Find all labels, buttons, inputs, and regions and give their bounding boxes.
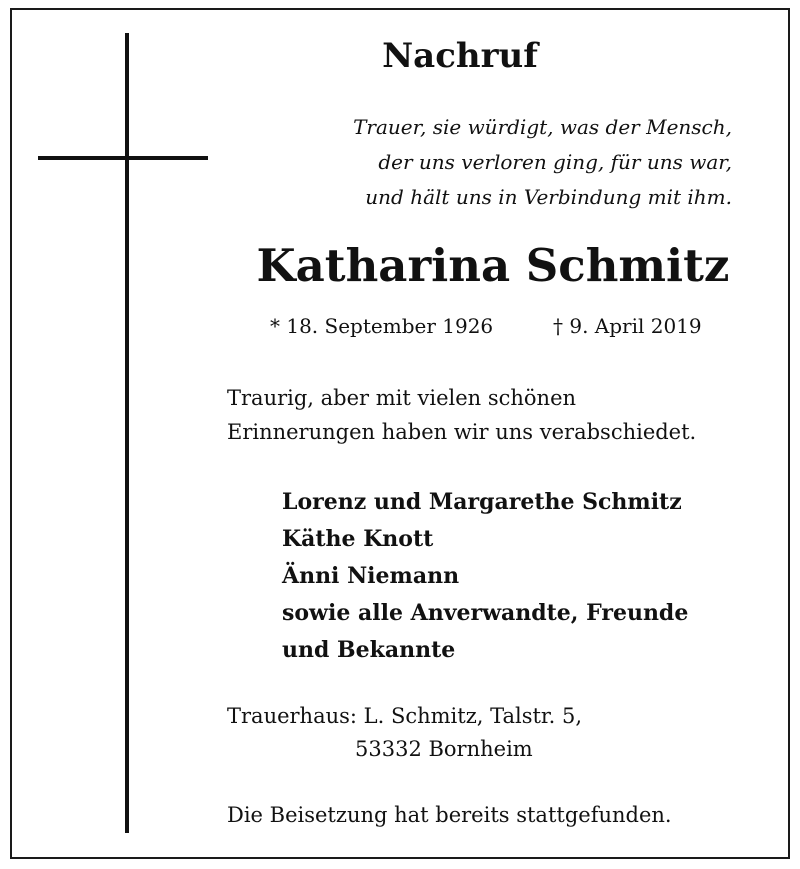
cross-icon-vertical-bar — [125, 33, 129, 833]
address-line-city: 53332 Bornheim — [355, 737, 533, 761]
mourner-line: und Bekannte — [282, 637, 456, 663]
notice-title: Nachruf — [382, 36, 538, 76]
mourners-list — [282, 484, 688, 669]
message-line: Erinnerungen haben wir uns verabschiedet. — [227, 420, 697, 444]
poem-line: Trauer, sie würdigt, was der Mensch, — [353, 115, 732, 139]
mourner-line: sowie alle Anverwandte, Freunde — [282, 600, 689, 626]
mourner-line: Änni Niemann — [282, 563, 460, 589]
death-date: † 9. April 2019 — [553, 314, 702, 338]
poem-line: der uns verloren ging, für uns war, — [378, 150, 732, 174]
message-line: Traurig, aber mit vielen schönen — [227, 386, 577, 410]
burial-note: Die Beisetzung hat bereits stattgefunden. — [227, 803, 672, 827]
memorial-poem — [330, 110, 732, 215]
cross-icon-horizontal-bar — [38, 156, 208, 160]
mourner-line: Käthe Knott — [282, 526, 434, 552]
deceased-name: Katharina Schmitz — [256, 239, 730, 292]
address-line-street: Trauerhaus: L. Schmitz, Talstr. 5, — [227, 704, 583, 728]
mourner-line: Lorenz und Margarethe Schmitz — [282, 489, 682, 515]
birth-date: * 18. September 1926 — [270, 314, 494, 338]
mourning-house-address — [227, 700, 582, 766]
farewell-message — [227, 381, 696, 449]
poem-line: und hält uns in Verbindung mit ihm. — [365, 185, 732, 209]
